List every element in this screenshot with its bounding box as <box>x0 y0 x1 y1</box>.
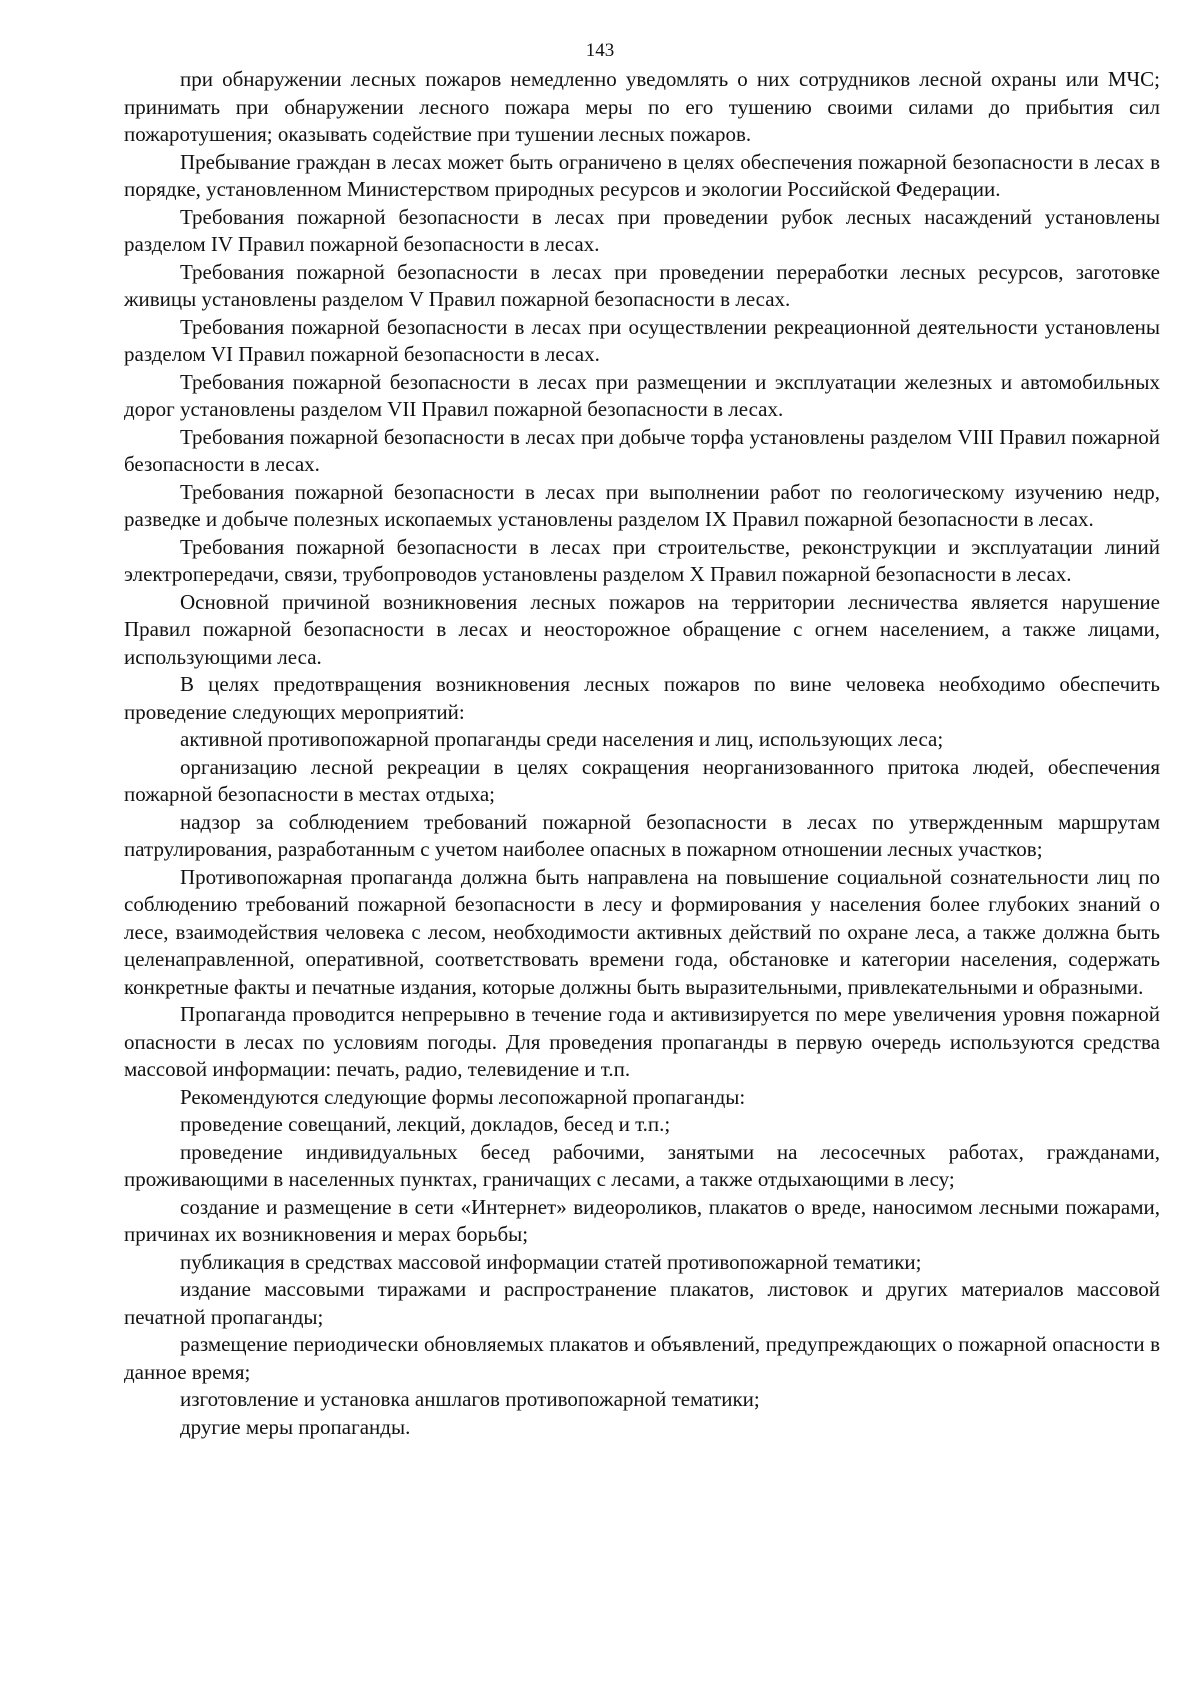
paragraph: Основной причиной возникновения лесных пожаров на территории лесничества является нарушение Правил пожарной безопасности в лесах и неосторожное обращение с огнем населением, а также лицами, использующими леса. <box>124 589 1160 669</box>
list-item: размещение периодически обновляемых плакатов и объявлений, предупреждающих о пожарной опасности в данное время; <box>124 1332 1160 1384</box>
list-item: проведение совещаний, лекций, докладов, бесед и т.п.; <box>180 1112 671 1136</box>
paragraph: Требования пожарной безопасности в лесах при размещении и эксплуатации железных и автомобильных дорог установлены разделом VII Правил пожарной безопасности в лесах. <box>124 369 1160 421</box>
list-item: активной противопожарной пропаганды среди населения и лиц, использующих леса; <box>180 727 944 751</box>
paragraph: Требования пожарной безопасности в лесах при строительстве, реконструкции и эксплуатации линий электропередачи, связи, трубопроводов установлены разделом X Правил пожарной безопасности в лесах. <box>124 534 1160 586</box>
page-number: 143 <box>585 40 615 61</box>
list-item: другие меры пропаганды. <box>180 1414 411 1439</box>
paragraph: Требования пожарной безопасности в лесах при проведении рубок лесных насаждений установлены разделом IV Правил пожарной безопасности в лесах. <box>124 204 1160 256</box>
paragraph: Требования пожарной безопасности в лесах при осуществлении рекреационной деятельности установлены разделом VI Правил пожарной безопасности в лесах. <box>124 314 1160 366</box>
paragraph: Требования пожарной безопасности в лесах при проведении переработки лесных ресурсов, заготовке живицы установлены разделом V Правил пожарной безопасности в лесах. <box>124 259 1160 311</box>
list-item: создание и размещение в сети «Интернет» видеороликов, плакатов о вреде, наносимом лесными пожарами, причинах их возникновения и мерах борьбы; <box>124 1194 1160 1246</box>
paragraph: Требования пожарной безопасности в лесах при выполнении работ по геологическому изучению недр, разведке и добыче полезных ископаемых установлены разделом IX Правил пожарной безопасности в лесах. <box>124 479 1160 531</box>
paragraph: Рекомендуются следующие формы лесопожарной пропаганды: <box>180 1084 746 1109</box>
body-text <box>124 66 1160 1441</box>
paragraph: при обнаружении лесных пожаров немедленно уведомлять о них сотрудников лесной охраны или МЧС; принимать при обнаружении лесного пожара меры по его тушению своими силами до прибытия сил пожаротушения; оказывать содействие при тушении лесных пожаров. <box>124 67 1160 146</box>
paragraph: Пребывание граждан в лесах может быть ограничено в целях обеспечения пожарной безопасности в лесах в порядке, установленном Министерством природных ресурсов и экологии Российской Федерации. <box>124 149 1160 201</box>
list-item: издание массовыми тиражами и распространение плакатов, листовок и других материалов массовой печатной пропаганды; <box>124 1277 1160 1329</box>
paragraph: Пропаганда проводится непрерывно в течение года и активизируется по мере увеличения уровня пожарной опасности в лесах по условиям погоды. Для проведения пропаганды в первую очередь используются средства массовой информации: печать, радио, телевидение и т.п. <box>124 1002 1160 1081</box>
list-item: изготовление и установка аншлагов противопожарной тематики; <box>180 1387 760 1411</box>
paragraph: Противопожарная пропаганда должна быть направлена на повышение социальной сознательности лиц по соблюдению требований пожарной безопасности в лесу и формирования у населения более глубоких знаний о лесе, взаимодействия человека с лесом, необходимости активных действий по охране леса, а также должна быть целенаправленной, оперативной, соответствовать времени года, обстановке и категории населения, содержать конкретные факты и печатные издания, которые должны быть выразительными, привлекательными и образными. <box>124 864 1160 999</box>
list-item: публикация в средствах массовой информации статей противопожарной тематики; <box>180 1249 922 1274</box>
paragraph: В целях предотвращения возникновения лесных пожаров по вине человека необходимо обеспечить проведение следующих мероприятий: <box>124 672 1160 724</box>
list-item: надзор за соблюдением требований пожарной безопасности в лесах по утвержденным маршрутам патрулирования, разработанным с учетом наиболее опасных в пожарном отношении лесных участков; <box>124 809 1160 861</box>
list-item: проведение индивидуальных бесед рабочими, занятыми на лесосечных работах, гражданами, проживающими в населенных пунктах, граничащих с лесами, а также отдыхающими в лесу; <box>124 1139 1160 1191</box>
list-item: организацию лесной рекреации в целях сокращения неорганизованного притока людей, обеспечения пожарной безопасности в местах отдыха; <box>124 754 1160 806</box>
paragraph: Требования пожарной безопасности в лесах при добыче торфа установлены разделом VIII Правил пожарной безопасности в лесах. <box>124 424 1160 476</box>
